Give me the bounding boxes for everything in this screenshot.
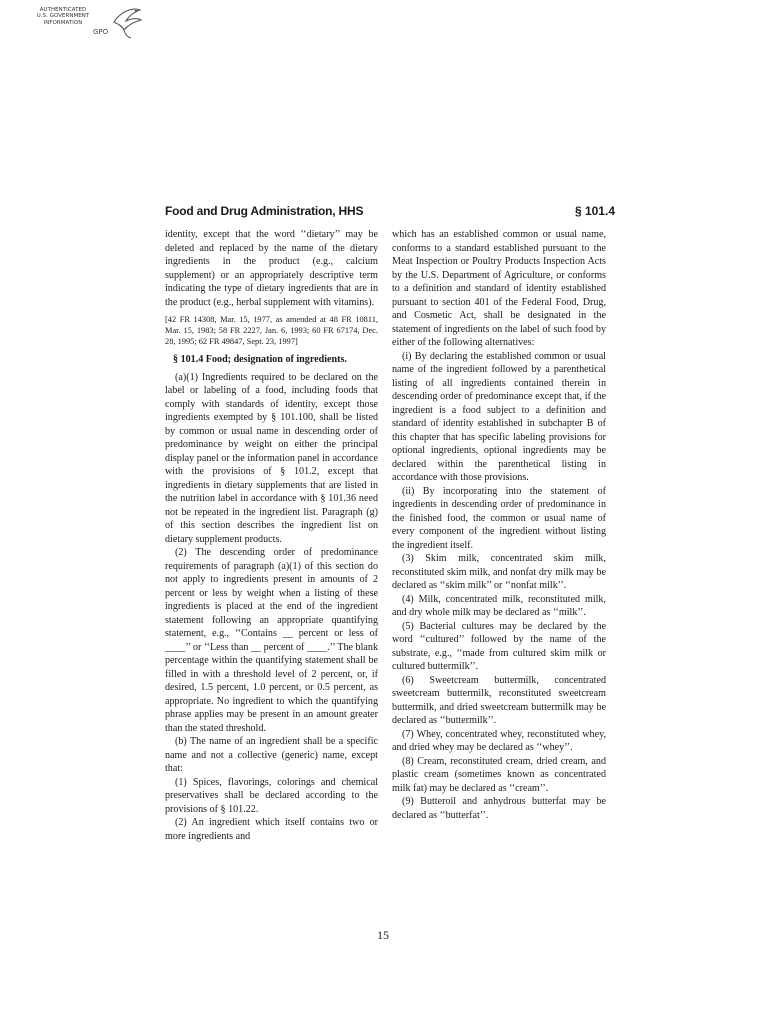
section-number: § 101.4 [574,204,615,218]
gpo-mark: GPO [93,28,109,36]
page-number: 15 [377,928,389,942]
running-head [165,204,615,220]
paragraph: which has an established common or usual name, conforms to a standard established pursuant to the Meat Inspection or Poultry Products Inspection Acts by the U.S. Department of Agriculture, or conforms to a definition and standard of identity established pursuant to section 401 of the Federal Food, Drug, and Cosmetic Act, shall be designated in the statement of ingredients on the label of such food by either of the following alternatives: [392,229,606,348]
paragraph: (a)(1) Ingredients required to be declared on the label or labeling of a food, including foods that comply with standards of identity, except those ingredients exempted by § 101.100, shall be listed by common or usual name in descending order of predominance by weight on either the principal display panel or the information panel in accordance with the provisions of § 101.2, except that ingredients in dietary supplements that are listed in the nutrition label in accordance with § 101.36 need not be repeated in the ingredient list. Paragraph (g) of this section describes the ingredient list on dietary supplement products. [165,371,378,545]
paragraph: (2) An ingredient which itself contains two or more ingredients and [165,817,378,842]
gpo-badge-text [28,7,98,26]
paragraph: (2) The descending order of predominance requirements of paragraph (a)(1) of this section do not apply to ingredients present in amounts of 2 percent or less by weight when a listing of these ingredients is placed at the end of the ingredient statement following an appropriate quantifying statement, e.g., ‘‘Contains __ percent or less of ____’’ or ‘‘Less than __ percent of ____.’’ The blank percentage within the quantifying statement shall be filled in with a threshold level of 2 percent, or, if desired, 1.5 percent, 1.0 percent, or 0.5 percent, as appropriate. No ingredient to which the quantifying phrase applies may be present in an amount greater than the stated threshold. [165,547,378,734]
paragraph: (i) By declaring the established common or usual name of the ingredient followed by a parenthetical listing of all ingredients contained therein in descending order of predominance except that, if the ingredient is a food subject to a definition and standard of identity established in subchapter B of this chapter that has specific labeling provisions for optional ingredients, optional ingredients may be declared within the parenthetical listing in accordance with those provisions. [392,350,606,483]
citation: [42 FR 14308, Mar. 15, 1977, as amended at 48 FR 10811, Mar. 15, 1983; 58 FR 2227, Jan. 6, 1993; 60 FR 67174, Dec. 28, 1995; 62 FR 49847, Sept. 23, 1997] [165,315,378,346]
paragraph: (6) Sweetcream buttermilk, concentrated sweetcream buttermilk, reconstituted sweetcream buttermilk, and dried sweetcream buttermilk may be declared as ‘‘buttermilk’’. [392,674,606,726]
gpo-line-3: INFORMATION [43,19,83,26]
paragraph: (8) Cream, reconstituted cream, dried cream, and plastic cream (sometimes known as concentrated milk fat) may be declared as ‘‘cream’’. [392,755,606,794]
agency-title: Food and Drug Administration, HHS [165,204,364,218]
gpo-line-2: U.S. GOVERNMENT [36,13,90,20]
right-column [392,228,606,822]
paragraph: (3) Skim milk, concentrated skim milk, reconstituted skim milk, and nonfat dry milk may be declared as ‘‘skim milk’’ or ‘‘nonfat milk’’. [392,553,606,591]
left-column [165,228,378,843]
paragraph: (5) Bacterial cultures may be declared by the word ‘‘cultured’’ followed by the name of the substrate, e.g., ‘‘made from cultured skim milk or cultured buttermilk’’. [392,620,606,672]
paragraph: (b) The name of an ingredient shall be a specific name and not a collective (generic) name, except that: [165,736,378,774]
paragraph: (9) Butteroil and anhydrous butterfat may be declared as ‘‘butterfat’’. [392,796,606,821]
paragraph: (7) Whey, concentrated whey, reconstituted whey, and dried whey may be declared as ‘‘whey’’. [392,728,606,753]
paragraph: (1) Spices, flavorings, colorings and chemical preservatives shall be declared according to the provisions of § 101.22. [165,776,378,815]
paragraph: identity, except that the word ‘‘dietary’’ may be deleted and replaced by the name of the dietary ingredients in the product (e.g., calcium supplement) or an appropriately descriptive term indicating the type of dietary ingredients that are in the product (e.g., herbal supplement with vitamins). [165,229,378,308]
paragraph: (ii) By incorporating into the statement of ingredients in descending order of predominance in the finished food, the common or usual name of every component of the ingredient without listing the ingredient itself. [392,485,606,551]
section-heading: § 101.4 Food; designation of ingredients. [173,354,347,365]
paragraph: (4) Milk, concentrated milk, reconstituted milk, and dry whole milk may be declared as ‘‘milk’’. [392,593,606,618]
gpo-line-1: AUTHENTICATED [39,7,87,13]
